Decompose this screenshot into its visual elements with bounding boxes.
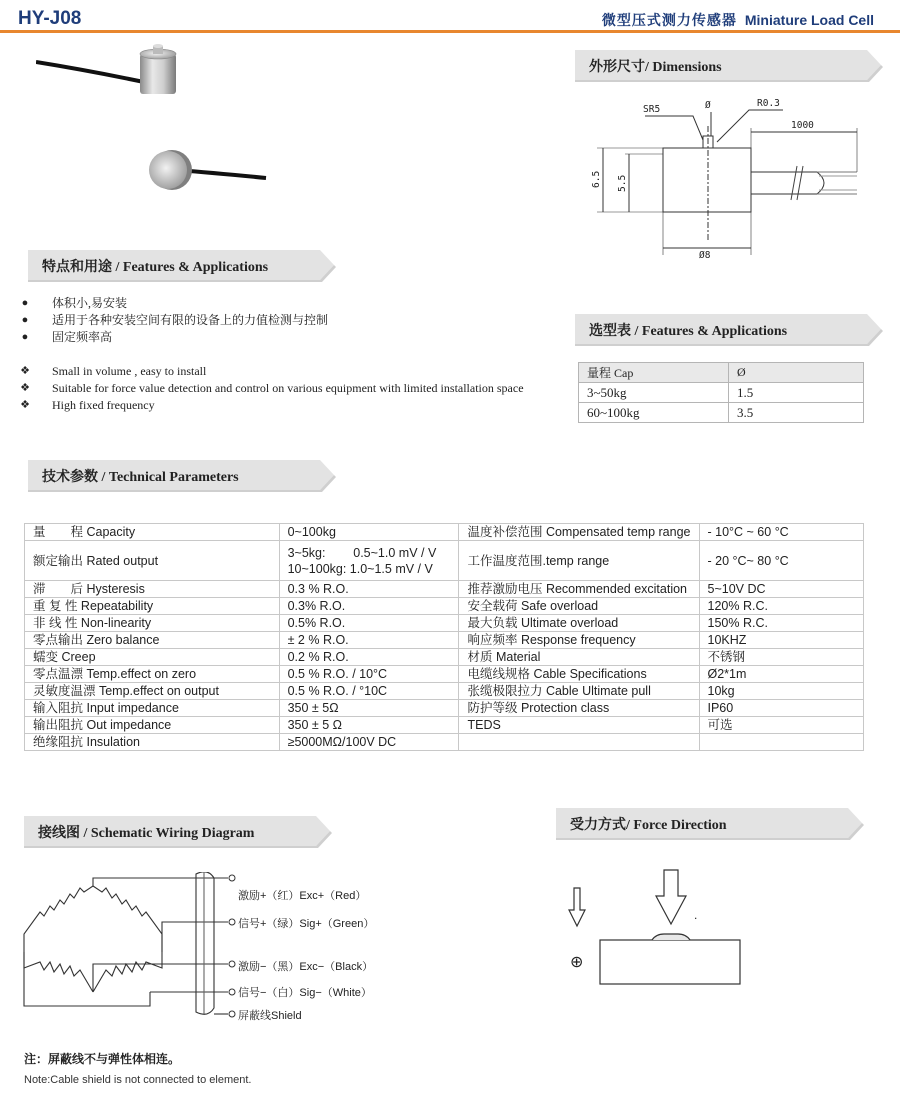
table-cell: 3~50kg <box>579 383 729 403</box>
table-cell: 60~100kg <box>579 403 729 423</box>
bullet-diamond-icon: ❖ <box>20 382 30 394</box>
table-cell: 蠕变 Creep <box>25 649 280 666</box>
dim-h1-label: 6.5 <box>591 170 602 188</box>
feature-en-text: High fixed frequency <box>52 398 155 412</box>
table-cell: IP60 <box>699 700 864 717</box>
table-cell: 电缆线规格 Cable Specifications <box>459 666 699 683</box>
table-cell: 重 复 性 Repeatability <box>25 598 280 615</box>
banner-technical-label: 技术参数 / Technical Parameters <box>42 470 239 485</box>
list-item <box>18 329 328 346</box>
table-cell: 量 程 Capacity <box>25 524 280 541</box>
table-row <box>25 632 864 649</box>
table-cell: 可选 <box>699 717 864 734</box>
list-item <box>18 295 328 312</box>
product-title <box>602 10 874 30</box>
table-cell: 防护等级 Protection class <box>459 700 699 717</box>
table-cell: 3.5 <box>729 403 864 423</box>
table-cell: 10KHZ <box>699 632 864 649</box>
table-cell: 工作温度范围.temp range <box>459 541 699 581</box>
table-cell: 0.3% R.O. <box>279 598 459 615</box>
table-cell: 0.5 % R.O. / 10°C <box>279 666 459 683</box>
feature-cn-text: 体积小,易安装 <box>52 296 128 310</box>
table-cell <box>459 734 699 751</box>
features-list-en <box>18 363 524 414</box>
banner-selection <box>575 312 883 346</box>
bullet-dot-icon: ● <box>21 297 29 309</box>
wiring-diagram <box>18 872 248 1032</box>
banner-force-label: 受力方式/ Force Direction <box>570 818 727 833</box>
table-row <box>25 524 864 541</box>
table-cell: 最大负载 Ultimate overload <box>459 615 699 632</box>
table-cell: TEDS <box>459 717 699 734</box>
table-cell: 零点温漂 Temp.effect on zero <box>25 666 280 683</box>
features-list-cn <box>18 295 328 346</box>
banner-selection-label: 选型表 / Features & Applications <box>589 324 788 339</box>
list-item <box>18 363 524 380</box>
table-row <box>25 649 864 666</box>
banner-dimensions <box>575 48 883 82</box>
technical-table <box>24 523 864 751</box>
table-row <box>25 717 864 734</box>
dim-phi-label: Ø <box>705 100 711 111</box>
table-cell: 不锈钢 <box>699 649 864 666</box>
product-title-cn: 微型压式测力传感器 <box>601 13 737 29</box>
feature-en-text: Small in volume , easy to install <box>52 364 207 378</box>
dim-cable-label: 1000 <box>791 120 814 131</box>
dimension-drawing <box>585 90 885 265</box>
table-cell: 输入阻抗 Input impedance <box>25 700 280 717</box>
table-row <box>25 700 864 717</box>
wire-label-exc-plus: 激励+（红）Exc+（Red） <box>238 890 367 902</box>
feature-cn-text: 适用于各种安装空间有限的设备上的力值检测与控制 <box>52 313 329 327</box>
table-cell: 张缆极限拉力 Cable Ultimate pull <box>459 683 699 700</box>
dim-h2-label: 5.5 <box>617 174 628 192</box>
list-item <box>18 312 328 329</box>
table-cell: 绝缘阻抗 Insulation <box>25 734 280 751</box>
table-cell: 0.2 % R.O. <box>279 649 459 666</box>
force-dot: . <box>694 908 698 922</box>
table-row <box>579 383 864 403</box>
banner-wiring-label: 接线图 / Schematic Wiring Diagram <box>38 826 255 841</box>
wire-label-sig-minus: 信号−（白）Sig−（White） <box>238 987 372 999</box>
header-divider <box>0 30 900 33</box>
banner-dimensions-label: 外形尺寸/ Dimensions <box>589 60 722 75</box>
table-cell: 额定输出 Rated output <box>25 541 280 581</box>
wire-label-sig-plus: 信号+（绿）Sig+（Green） <box>238 918 375 930</box>
table-cell: 120% R.C. <box>699 598 864 615</box>
banner-force <box>556 806 864 840</box>
table-row <box>25 615 864 632</box>
table-cell: 10kg <box>699 683 864 700</box>
table-cell: 非 线 性 Non-linearity <box>25 615 280 632</box>
table-cell: 推荐激励电压 Recommended excitation <box>459 581 699 598</box>
product-title-en: Miniature Load Cell <box>744 12 874 28</box>
table-row <box>25 581 864 598</box>
table-cell <box>699 734 864 751</box>
force-diagram <box>560 866 760 990</box>
wire-label-exc-minus: 激励−（黑）Exc−（Black） <box>238 961 374 973</box>
table-cell: ± 2 % R.O. <box>279 632 459 649</box>
table-row <box>25 734 864 751</box>
table-cell: 输出阻抗 Out impedance <box>25 717 280 734</box>
table-cell: 150% R.C. <box>699 615 864 632</box>
table-cell: 5~10V DC <box>699 581 864 598</box>
table-cell: 零点输出 Zero balance <box>25 632 280 649</box>
table-cell: 安全载荷 Safe overload <box>459 598 699 615</box>
table-row <box>25 666 864 683</box>
list-item <box>18 397 524 414</box>
table-cell: 响应频率 Response frequency <box>459 632 699 649</box>
table-cell: 350 ± 5Ω <box>279 700 459 717</box>
table-header-diameter: Ø <box>729 363 864 383</box>
table-cell: 3~5kg: 0.5~1.0 mV / V 10~100kg: 1.0~1.5 mV / V <box>279 541 459 581</box>
table-cell: 1.5 <box>729 383 864 403</box>
table-cell: - 20 °C~ 80 °C <box>699 541 864 581</box>
selection-table <box>578 362 864 423</box>
plus-circle-icon: ⊕ <box>570 954 584 971</box>
list-item <box>18 380 524 397</box>
bullet-dot-icon: ● <box>21 314 29 326</box>
table-row <box>25 541 864 581</box>
table-row <box>579 403 864 423</box>
banner-wiring <box>24 814 332 848</box>
table-row <box>25 598 864 615</box>
banner-features-label: 特点和用途 / Features & Applications <box>42 260 269 275</box>
table-cell: 350 ± 5 Ω <box>279 717 459 734</box>
banner-features <box>28 248 336 282</box>
wire-label-shield: 屏蔽线Shield <box>238 1010 302 1022</box>
table-cell: 0.5% R.O. <box>279 615 459 632</box>
table-cell: - 10°C ~ 60 °C <box>699 524 864 541</box>
table-cell: 滞 后 Hysteresis <box>25 581 280 598</box>
dim-sr-label: SR5 <box>643 104 661 115</box>
table-row <box>25 683 864 700</box>
table-cell: 材质 Material <box>459 649 699 666</box>
model-code: HY-J08 <box>18 8 82 29</box>
table-cell: ≥5000MΩ/100V DC <box>279 734 459 751</box>
table-cell: 0.5 % R.O. / °10C <box>279 683 459 700</box>
note-cn: 注：屏蔽线不与弹性体相连。 <box>24 1052 181 1066</box>
table-cell: 0.3 % R.O. <box>279 581 459 598</box>
table-header-cap: 量程 Cap <box>579 363 729 383</box>
dim-dia-label: Ø8 <box>699 250 711 261</box>
table-row <box>579 363 864 383</box>
product-photo <box>36 40 276 200</box>
bullet-dot-icon: ● <box>21 331 29 343</box>
banner-technical <box>28 458 336 492</box>
bullet-diamond-icon: ❖ <box>20 365 30 377</box>
table-cell: 0~100kg <box>279 524 459 541</box>
note-en: Note:Cable shield is not connected to element. <box>24 1074 252 1086</box>
table-cell: Ø2*1m <box>699 666 864 683</box>
dim-r-label: R0.3 <box>757 98 780 109</box>
table-cell: 温度补偿范围 Compensated temp range <box>459 524 699 541</box>
table-cell: 灵敏度温漂 Temp.effect on output <box>25 683 280 700</box>
feature-en-text: Suitable for force value detection and control on various equipment with limited installation space <box>52 381 524 395</box>
feature-cn-text: 固定频率高 <box>52 330 113 344</box>
bullet-diamond-icon: ❖ <box>20 399 30 411</box>
